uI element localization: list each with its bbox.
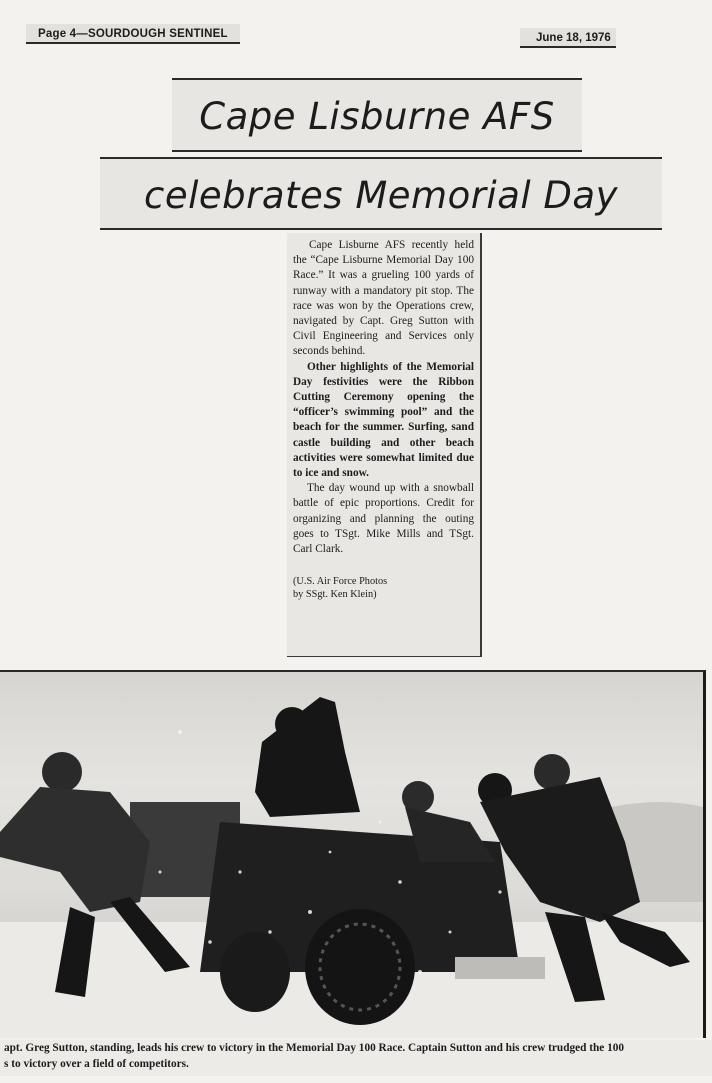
caption-line-2: s to victory over a field of competitors. [4, 1058, 189, 1070]
vehicle-bumper [455, 957, 545, 979]
race-photo [0, 670, 706, 1038]
caption-line-1: apt. Greg Sutton, standing, leads his crew to victory in the Memorial Day 100 Race. Captain Sutton and his crew trudged the 100 [4, 1042, 625, 1054]
headline-line-2: celebrates Memorial Day [100, 157, 662, 230]
person-1-body [0, 787, 150, 912]
page-header-label: Page 4—SOURDOUGH SENTINEL [26, 24, 240, 44]
photo-credit-line-1: (U.S. Air Force Photos [293, 576, 388, 588]
person-1-head [42, 752, 82, 792]
photo-caption [0, 1040, 712, 1076]
article-paragraph-3: The day wound up with a snowball battle of epic proportions. Credit for organizing and planning the outing goes to TSgt. Mike Mills and TSgt. Carl Clark. [293, 482, 474, 556]
person-2-body [255, 697, 360, 817]
article-paragraph-1: Cape Lisburne AFS recently held the “Cape Lisburne Memorial Day 100 Race.” It was a grueling 100 yards of runway with a mandatory pit stop. The race was won by the Operations crew, navigated by Capt. Greg Sutton with Civil Engineering and Services only seconds behind. [293, 239, 474, 358]
article-column [287, 233, 482, 657]
photo-credit [293, 575, 474, 601]
race-photo-illustration [0, 672, 703, 1038]
article-paragraph-2: Other highlights of the Memorial Day festivities were the Ribbon Cutting Ceremony opening the “officer’s swimming pool” and the beach for the summer. Surfing, sand castle building and other beach activities were somewhat limited due to ice and snow. [293, 360, 474, 480]
photo-credit-line-2: by SSgt. Ken Klein) [293, 589, 377, 601]
person-3-body [405, 807, 495, 862]
vehicle-rear-wheel [220, 932, 290, 1012]
page-header-date: June 18, 1976 [520, 28, 616, 48]
headline-line-1: Cape Lisburne AFS [172, 78, 582, 152]
